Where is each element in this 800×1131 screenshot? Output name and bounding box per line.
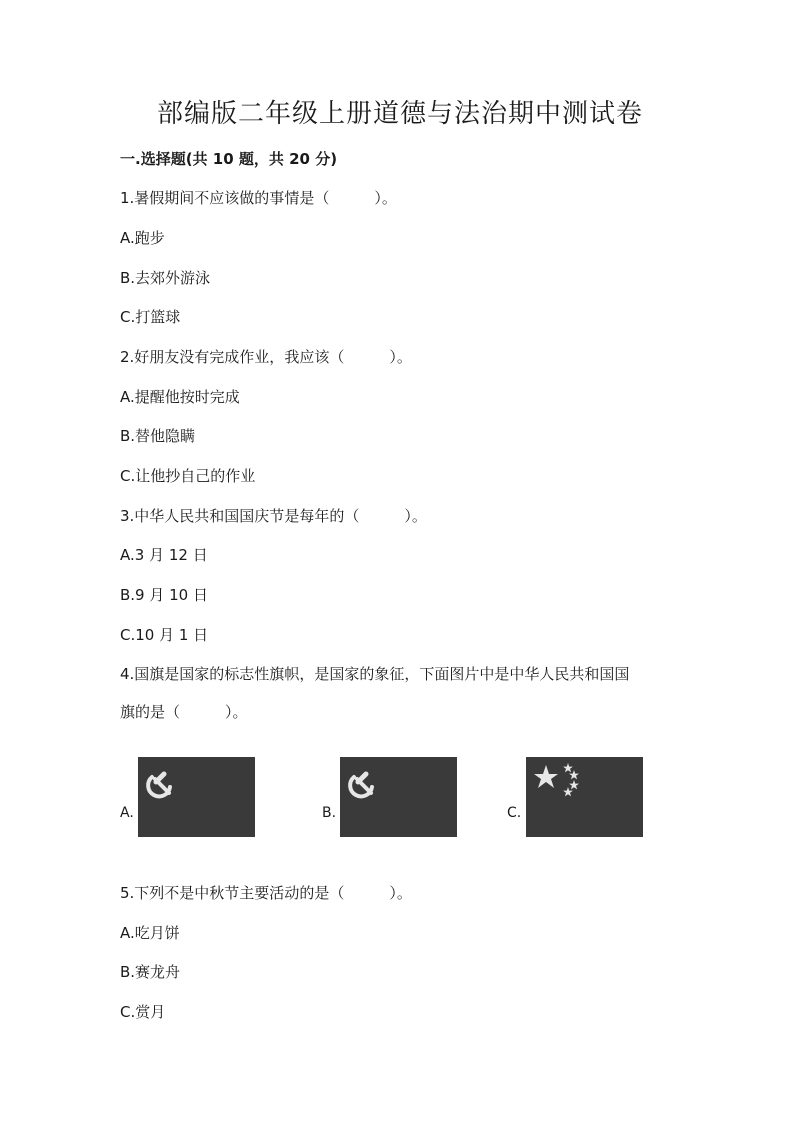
question-1-option-a: A.跑步 [120, 229, 165, 247]
question-2-option-b: B.替他隐瞒 [120, 427, 196, 445]
question-5-option-a: A.吃月饼 [120, 924, 180, 942]
question-4-stem-line2: 旗的是（ ）。 [120, 703, 248, 721]
section-heading: 一.选择题(共 10 题，共 20 分) [120, 150, 338, 168]
question-1-option-b: B.去郊外游泳 [120, 269, 211, 287]
question-2-option-c: C.让他抄自己的作业 [120, 467, 256, 485]
question-4-option-b: B. [322, 805, 337, 821]
party-flag-image-a [138, 757, 255, 837]
question-2-stem: 2.好朋友没有完成作业，我应该（ ）。 [120, 348, 412, 366]
question-5-option-b: B.赛龙舟 [120, 963, 181, 981]
flag-field [526, 757, 643, 837]
question-5-stem: 5.下列不是中秋节主要活动的是（ ）。 [120, 884, 412, 902]
party-flag-image-b [340, 757, 457, 837]
question-4-stem-line1: 4.国旗是国家的标志性旗帜，是国家的象征，下面图片中是中华人民共和国国 [120, 665, 630, 683]
question-3-option-b: B.9 月 10 日 [120, 586, 208, 604]
question-3-option-a: A.3 月 12 日 [120, 546, 208, 564]
question-3-option-c: C.10 月 1 日 [120, 626, 209, 644]
question-4-option-a: A. [120, 805, 134, 821]
question-4-option-c: C. [507, 805, 522, 821]
question-1-stem: 1.暑假期间不应该做的事情是（ ）。 [120, 189, 397, 207]
page-title: 部编版二年级上册道德与法治期中测试卷 [156, 99, 643, 129]
question-1-option-c: C.打篮球 [120, 308, 181, 326]
question-5-option-c: C.赏月 [120, 1003, 166, 1021]
question-3-stem: 3.中华人民共和国国庆节是每年的（ ）。 [120, 507, 427, 525]
question-2-option-a: A.提醒他按时完成 [120, 388, 240, 406]
national-flag-image [526, 757, 643, 837]
